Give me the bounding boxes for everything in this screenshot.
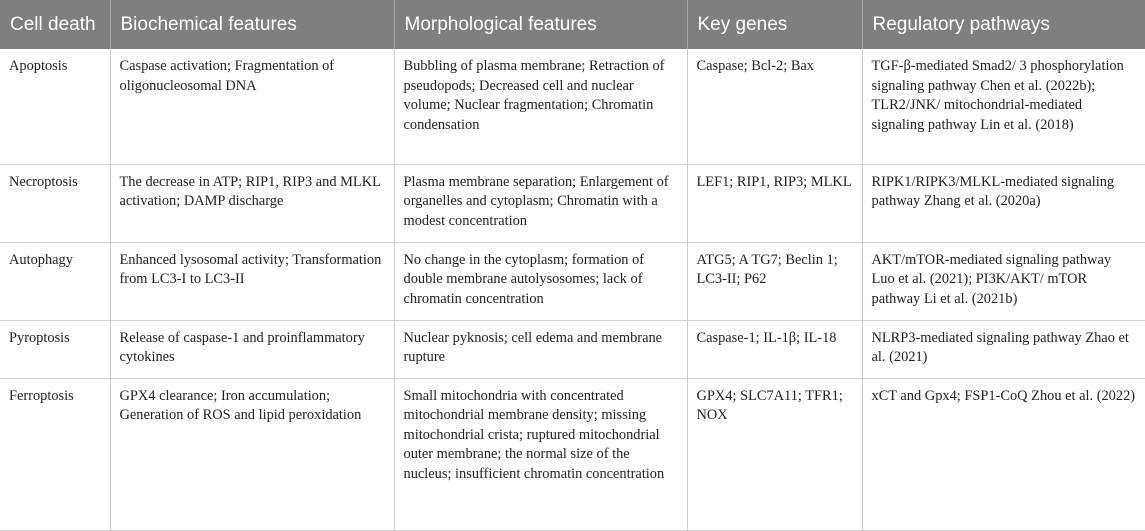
- table-row: [0, 49, 1145, 164]
- regulatory-pathways: RIPK1/RIPK3/MLKL-mediated signaling pathway Zhang et al. (2020a): [862, 164, 1145, 242]
- table-row: [0, 320, 1145, 378]
- cell-death-type: Ferroptosis: [0, 378, 110, 530]
- table-row: [0, 378, 1145, 530]
- key-genes: Caspase-1; IL-1β; IL-18: [687, 320, 862, 378]
- header-key-genes: Key genes: [687, 0, 862, 49]
- cell-death-type: Pyroptosis: [0, 320, 110, 378]
- regulatory-pathways: xCT and Gpx4; FSP1-CoQ Zhou et al. (2022): [862, 378, 1145, 530]
- morphological-features: Small mitochondria with concentrated mitochondrial membrane density; missing mitochondrial crista; ruptured mitochondrial outer membrane; the normal size of the nucleus; insufficient chromatin concentration: [394, 378, 687, 530]
- biochemical-features: Enhanced lysosomal activity; Transformation from LC3-I to LC3-II: [110, 242, 394, 320]
- table-row: [0, 242, 1145, 320]
- morphological-features: Plasma membrane separation; Enlargement of organelles and cytoplasm; Chromatin with a modest concentration: [394, 164, 687, 242]
- header-regulatory-pathways: Regulatory pathways: [872, 13, 1050, 35]
- biochemical-features: The decrease in ATP; RIP1, RIP3 and MLKL activation; DAMP discharge: [110, 164, 394, 242]
- header-row: [0, 0, 1145, 49]
- cell-death-type: Autophagy: [0, 242, 110, 320]
- header-morphological-features: Morphological features: [394, 0, 687, 49]
- biochemical-features: Release of caspase-1 and proinflammatory cytokines: [110, 320, 394, 378]
- regulatory-pathways: AKT/mTOR-mediated signaling pathway Luo et al. (2021); PI3K/AKT/ mTOR pathway Li et al. (2021b): [862, 242, 1145, 320]
- header-biochemical-features: Biochemical features: [110, 0, 394, 49]
- table-row: [0, 164, 1145, 242]
- key-genes: ATG5; A TG7; Beclin 1; LC3-II; P62: [687, 242, 862, 320]
- header-cell-death: Cell death: [0, 0, 110, 49]
- cell-death-type: Necroptosis: [0, 164, 110, 242]
- biochemical-features: GPX4 clearance; Iron accumulation; Generation of ROS and lipid peroxidation: [110, 378, 394, 530]
- morphological-features: No change in the cytoplasm; formation of double membrane autolysosomes; lack of chromatin concentration: [394, 242, 687, 320]
- key-genes: GPX4; SLC7A11; TFR1; NOX: [687, 378, 862, 530]
- regulatory-pathways: NLRP3-mediated signaling pathway Zhao et al. (2021): [862, 320, 1145, 378]
- morphological-features: Bubbling of plasma membrane; Retraction of pseudopods; Decreased cell and nuclear volume; Nuclear fragmentation; Chromatin condensation: [394, 49, 687, 164]
- key-genes: LEF1; RIP1, RIP3; MLKL: [687, 164, 862, 242]
- key-genes: Caspase; Bcl-2; Bax: [687, 49, 862, 164]
- regulatory-pathways: TGF-β-mediated Smad2/ 3 phosphorylation signaling pathway Chen et al. (2022b); TLR2/JNK/ mitochondrial-mediated signaling pathway Lin et al. (2018): [862, 49, 1145, 164]
- morphological-features: Nuclear pyknosis; cell edema and membrane rupture: [394, 320, 687, 378]
- cell-death-type: Apoptosis: [0, 49, 110, 164]
- biochemical-features: Caspase activation; Fragmentation of oligonucleosomal DNA: [110, 49, 394, 164]
